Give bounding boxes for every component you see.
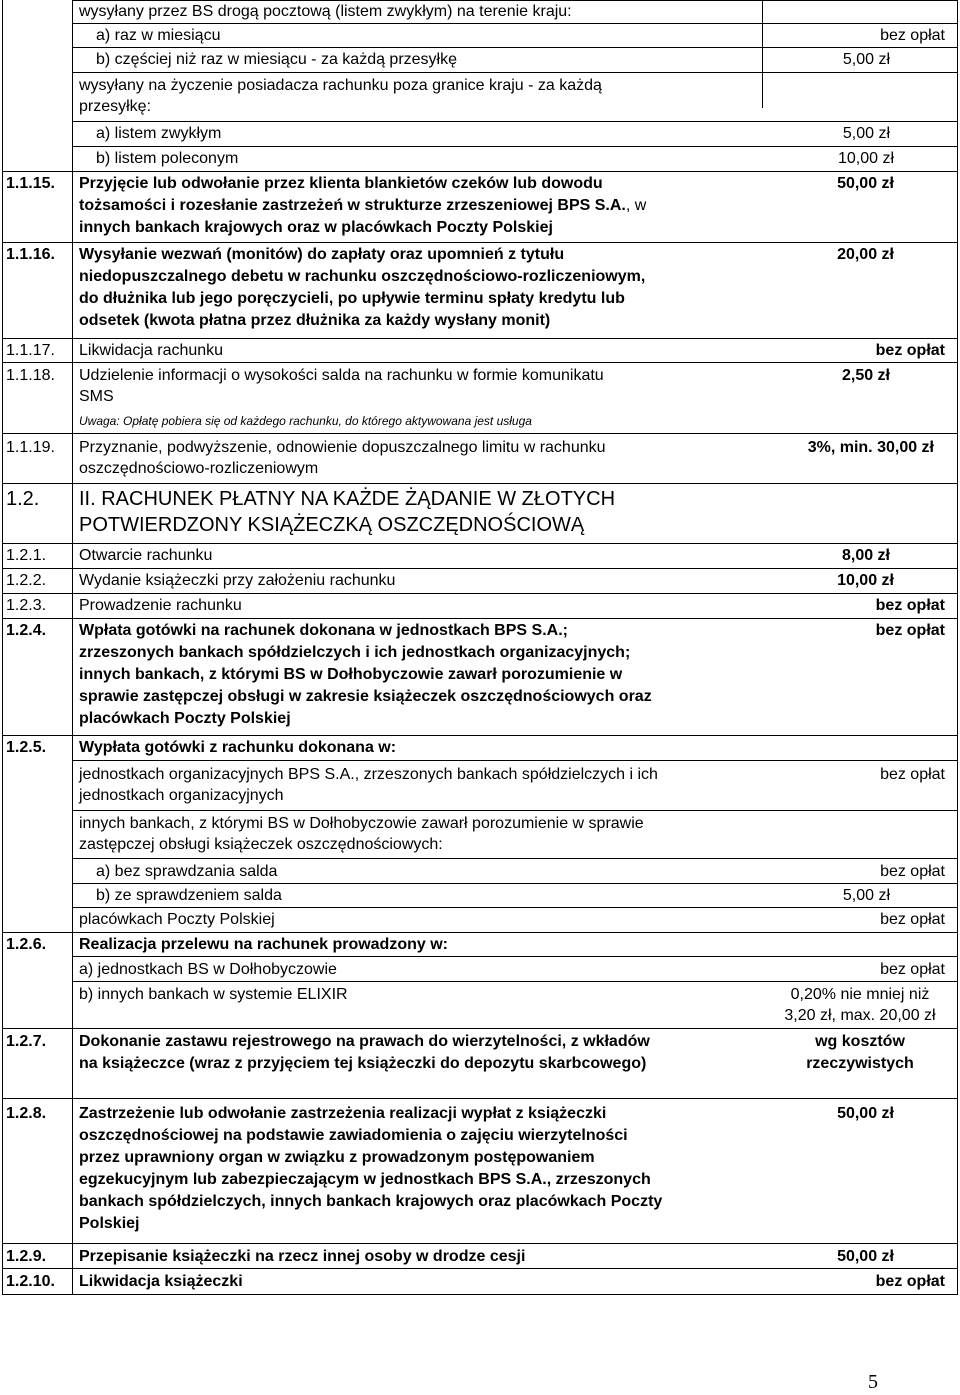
row-line [2,338,958,339]
row-fee: 50,00 zł [837,175,894,192]
table-divider-num [72,0,73,1295]
row-line [72,956,958,957]
row-fee: 0,20% nie mniej niż [790,986,930,1003]
row-number: 1.2.9. [6,1248,47,1265]
row-desc: b) listem poleconym [96,150,239,167]
row-number: 1.1.19. [6,439,55,456]
row-desc: SMS [79,388,114,405]
row-desc: a) jednostkach BS w Dołhobyczowie [79,961,337,978]
row-number: 1.2.3. [6,597,47,614]
table-border-right [957,0,958,1295]
row-line [72,146,958,147]
row-desc: innych bankach, z którymi BS w Dołhobyczowie zawarł porozumienie w [79,666,623,683]
row-line [72,0,958,1]
row-desc: Udzielenie informacji o wysokości salda na rachunku w formie komunikatu [79,367,604,384]
row-fee: 10,00 zł [837,572,894,589]
row-fee: bez opłat [875,622,945,639]
row-desc: Realizacja przelewu na rachunek prowadzony w: [79,936,448,953]
row-line [2,618,958,619]
row-desc: Przyznanie, podwyższenie, odnowienie dopuszczalnego limitu w rachunku [79,439,606,456]
row-desc: wysyłany na życzenie posiadacza rachunku poza granice kraju - za każdą [79,77,602,94]
section-title: II. RACHUNEK PŁATNY NA KAŻDE ŻĄDANIE W ZŁOTYCH [79,488,616,510]
row-desc: b) ze sprawdzeniem salda [96,887,282,904]
row-fee: 5,00 zł [842,887,890,904]
row-desc: placówkach Poczty Polskiej [79,911,275,928]
table-divider-fee [762,0,763,108]
row-desc: Przyjęcie lub odwołanie przez klienta blankietów czeków lub dowodu [79,175,603,192]
row-note: Uwaga: Opłatę pobiera się od każdego rachunku, do którego aktywowana jest usługa [79,414,532,428]
row-desc: tożsamości i rozesłanie zastrzeżeń w strukturze zrzeszeniowej BPS S.A., w [79,197,647,214]
row-desc: zrzeszonych bankach spółdzielczych i ich jednostkach organizacyjnych; [79,644,631,661]
row-number: 1.1.17. [6,342,55,359]
row-line [72,760,958,761]
row-number: 1.2.1. [6,547,47,564]
row-desc: Wysyłanie wezwań (monitów) do zapłaty oraz upomnień z tytułu [79,246,565,263]
row-desc: Polskiej [79,1215,140,1232]
row-line [72,121,958,122]
row-desc: egzekucyjnym lub zabezpieczającym w jednostkach BPS S.A., zrzeszonych [79,1171,651,1188]
row-line [72,883,958,884]
row-desc: wysyłany przez BS drogą pocztową (listem zwykłym) na terenie kraju: [79,3,572,20]
row-line [72,47,958,48]
row-desc: przesyłkę: [79,98,152,115]
row-fee: 50,00 zł [837,1105,894,1122]
row-desc: innych bankach, z którymi BS w Dołhobyczowie zawarł porozumienie w sprawie [79,815,644,832]
row-fee: bez opłat [880,911,945,928]
row-line [2,433,958,434]
row-desc: niedopuszczalnego debetu w rachunku oszczędnościowo-rozliczeniowym, [79,268,646,285]
row-fee: wg kosztów [815,1033,905,1050]
row-number: 1.1.15. [6,175,55,192]
row-desc: Przepisanie książeczki na rzecz innej osoby w drodze cesji [79,1248,526,1265]
row-desc: innych bankach krajowych oraz w placówkach Poczty Polskiej [79,219,553,236]
row-line [72,23,958,24]
row-line [2,171,958,172]
row-number: 1.2.4. [6,622,47,639]
row-desc: Likwidacja książeczki [79,1273,243,1290]
row-line [72,858,958,859]
row-fee: 3%, min. 30,00 zł [807,439,934,456]
row-line [2,1243,958,1244]
row-desc: placówkach Poczty Polskiej [79,710,291,727]
row-desc: a) bez sprawdzania salda [96,863,278,880]
row-desc: Zastrzeżenie lub odwołanie zastrzeżenia realizacji wypłat z książeczki [79,1105,607,1122]
row-fee: 3,20 zł, max. 20,00 zł [784,1007,936,1024]
row-fee: bez opłat [880,961,945,978]
row-desc: oszczędnościowej na podstawie zawiadomienia o zajęciu wierzytelności [79,1127,628,1144]
row-fee: 5,00 zł [842,125,890,142]
row-desc: Dokonanie zastawu rejestrowego na prawach do wierzytelności, z wkładów [79,1033,650,1050]
row-line [2,593,958,594]
row-fee: 2,50 zł [841,367,890,384]
row-number: 1.1.18. [6,367,55,384]
row-fee: 5,00 zł [842,51,890,68]
row-line [2,543,958,544]
row-line [2,1098,958,1099]
table-border-left [2,0,3,1295]
row-number: 1.1.16. [6,246,55,263]
row-desc: Wydanie książeczki przy założeniu rachunku [79,572,396,589]
row-desc: a) listem zwykłym [96,125,222,142]
row-desc: Wypłata gotówki z rachunku dokonana w: [79,739,397,756]
row-desc: Likwidacja rachunku [79,342,224,359]
row-line [2,362,958,363]
row-desc: jednostkach organizacyjnych BPS S.A., zrzeszonych bankach spółdzielczych i ich [79,766,658,783]
row-line [72,810,958,811]
row-desc: na książeczce (wraz z przyjęciem tej książeczki do depozytu skarbcowego) [79,1055,647,1072]
row-number: 1.2.10. [6,1273,55,1290]
page-number: 5 [868,1371,878,1393]
row-desc: Prowadzenie rachunku [79,597,242,614]
row-desc: do dłużnika lub jego poręczycieli, po upływie terminu spłaty kredytu lub [79,290,625,307]
row-line [2,735,958,736]
row-fee: bez opłat [875,342,945,359]
row-desc: b) częściej niż raz w miesiącu - za każdą przesyłkę [96,51,458,68]
row-desc: a) raz w miesiącu [96,27,221,44]
row-fee: bez opłat [880,766,945,783]
row-fee: 8,00 zł [841,547,890,564]
row-desc: b) innych bankach w systemie ELIXIR [79,986,348,1003]
row-desc: Wpłata gotówki na rachunek dokonana w jednostkach BPS S.A.; [79,622,568,639]
row-desc: Otwarcie rachunku [79,547,213,564]
row-desc: zastępczej obsługi książeczek oszczędnościowych: [79,836,443,853]
row-number: 1.2.8. [6,1105,47,1122]
row-fee: bez opłat [875,1273,945,1290]
row-desc: bankach spółdzielczych, innych bankach krajowych oraz placówkach Poczty [79,1193,663,1210]
section-number: 1.2. [6,488,40,510]
row-line [72,907,958,908]
row-line [2,1028,958,1029]
row-line [2,1268,958,1269]
row-number: 1.2.2. [6,572,47,589]
row-fee: bez opłat [875,597,945,614]
row-fee: bez opłat [880,863,945,880]
section-title: POTWIERDZONY KSIĄŻECZKĄ OSZCZĘDNOŚCIOWĄ [79,514,585,536]
row-desc: sprawie zastępczej obsługi w zakresie książeczek oszczędnościowych oraz [79,688,652,705]
row-number: 1.2.6. [6,936,47,953]
row-fee: 50,00 zł [837,1248,894,1265]
row-line [72,72,958,73]
row-fee: rzeczywistych [806,1055,914,1072]
row-desc: odsetek (kwota płatna przez dłużnika za każdy wysłany monit) [79,312,551,329]
row-line [2,242,958,243]
row-number: 1.2.5. [6,739,47,756]
row-line [72,981,958,982]
row-desc: przez uprawniony organ w związku z prowadzonym postępowaniem [79,1149,595,1166]
row-line [2,932,958,933]
row-fee: 10,00 zł [837,150,894,167]
row-line [2,483,958,484]
row-line [2,1294,958,1295]
row-fee: 20,00 zł [837,246,894,263]
row-desc: oszczędnościowo-rozliczeniowym [79,460,319,477]
row-desc: jednostkach organizacyjnych [79,787,284,804]
row-number: 1.2.7. [6,1033,47,1050]
row-fee: bez opłat [880,27,945,44]
row-line [2,568,958,569]
